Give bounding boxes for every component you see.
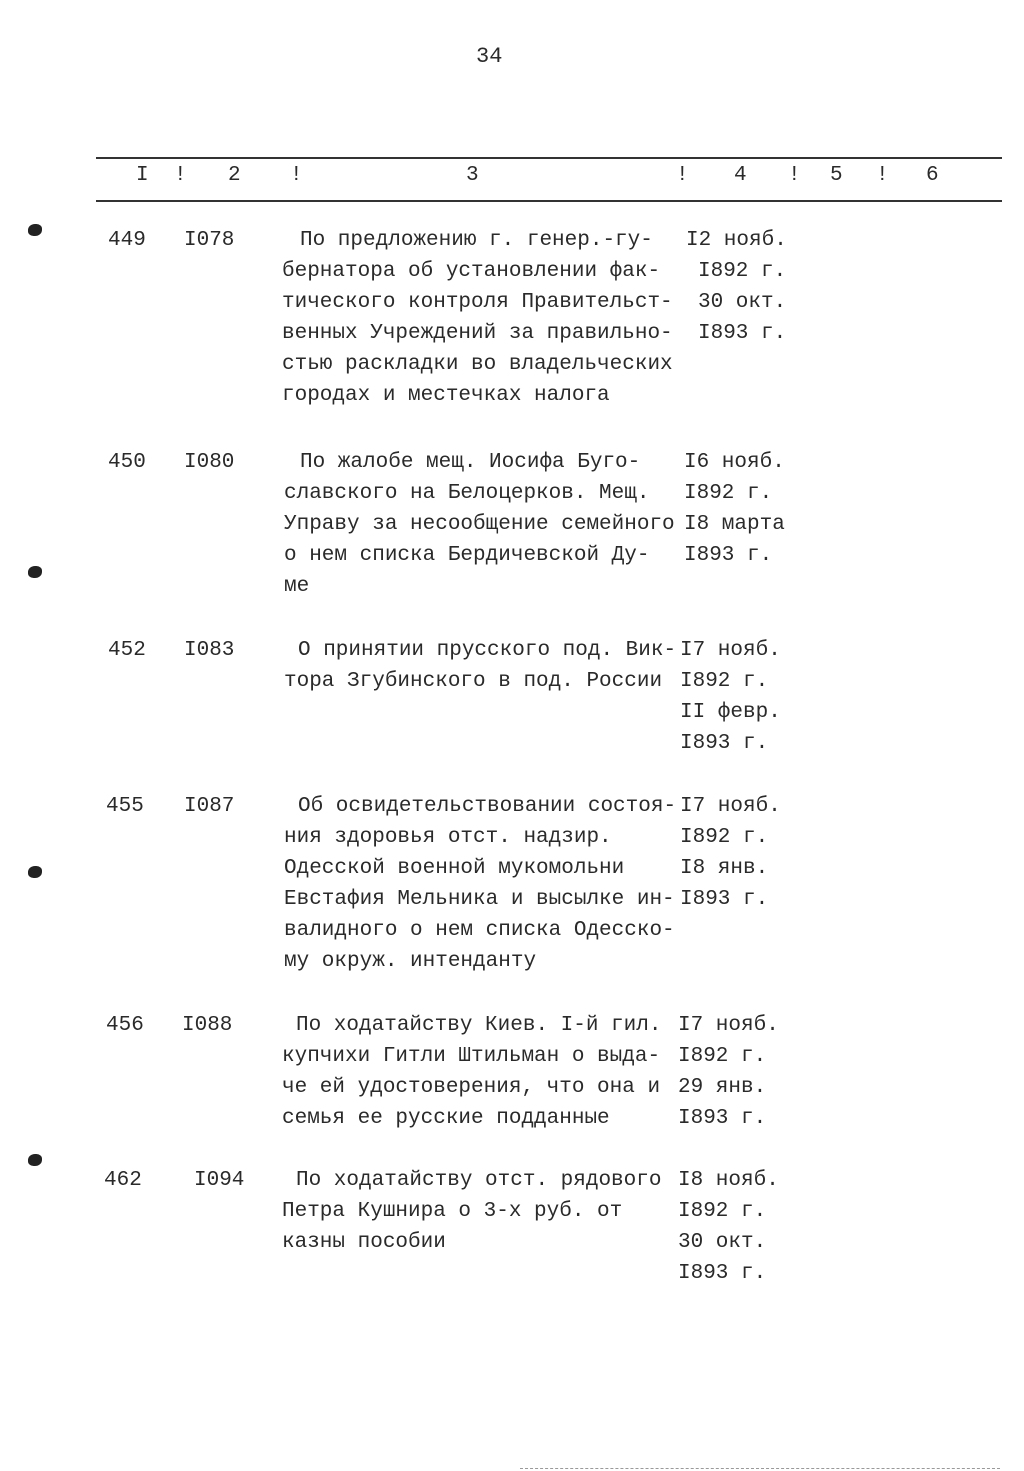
bottom-edge-line bbox=[520, 1468, 1000, 1469]
record-dates: I7 нояб. I892 г. 29 янв. I893 г. bbox=[678, 1014, 779, 1130]
header-separator: ! bbox=[788, 164, 801, 187]
punch-mark bbox=[28, 866, 42, 878]
file-number: I083 bbox=[184, 639, 235, 662]
record-number: 462 bbox=[104, 1169, 142, 1192]
record-description: О принятии прусского под. Вик- тора Згубинского в под. России bbox=[284, 639, 677, 693]
header-separator: ! bbox=[876, 164, 889, 187]
punch-mark bbox=[28, 1154, 42, 1166]
page-number: 34 bbox=[476, 44, 503, 69]
table-top-rule bbox=[96, 157, 1002, 159]
header-col-3: 3 bbox=[466, 164, 479, 187]
file-number: I087 bbox=[184, 795, 235, 818]
record-number: 449 bbox=[108, 229, 146, 252]
header-separator: ! bbox=[290, 164, 303, 187]
record-description: По жалобе мещ. Иосифа Буго- славского на Белоцерков. Мещ. Управу за несообщение семейного о нем списка Бердичевской Ду- ме bbox=[284, 451, 675, 598]
record-dates: I8 нояб. I892 г. 30 окт. I893 г. bbox=[678, 1169, 779, 1285]
header-separator: ! bbox=[676, 164, 689, 187]
file-number: I078 bbox=[184, 229, 235, 252]
header-separator: ! bbox=[174, 164, 187, 187]
record-number: 455 bbox=[106, 795, 144, 818]
header-col-4: 4 bbox=[734, 164, 747, 187]
table-header-rule bbox=[96, 200, 1002, 202]
record-description: По ходатайству отст. рядового Петра Кушнира о 3-х руб. от казны пособии bbox=[282, 1169, 662, 1254]
file-number: I080 bbox=[184, 451, 235, 474]
record-description: По предложению г. генер.-гу- бернатора об установлении фак- тического контроля Правительст- венных Учреждений за правильно- стью раскладки во владельческих городах и местечках налога bbox=[282, 229, 673, 407]
record-dates: I7 нояб. I892 г. II февр. I893 г. bbox=[680, 639, 781, 755]
record-number: 452 bbox=[108, 639, 146, 662]
record-description: По ходатайству Киев. I-й гил. купчихи Гитли Штильман о выда- че ей удостоверения, что она и семья ее русские подданные bbox=[282, 1014, 662, 1130]
record-description: Об освидетельствовании состоя- ния здоровья отст. надзир. Одесской военной мукомольни Евстафия Мельника и высылке ин- валидного о нем списка Одесско- му окруж. интенданту bbox=[284, 795, 677, 973]
header-col-2: 2 bbox=[228, 164, 241, 187]
record-number: 450 bbox=[108, 451, 146, 474]
file-number: I088 bbox=[182, 1014, 233, 1037]
header-col-1: I bbox=[136, 164, 149, 187]
file-number: I094 bbox=[194, 1169, 245, 1192]
record-dates: I2 нояб. I892 г. 30 окт. I893 г. bbox=[686, 229, 787, 345]
punch-mark bbox=[28, 224, 42, 236]
record-dates: I7 нояб. I892 г. I8 янв. I893 г. bbox=[680, 795, 781, 911]
record-number: 456 bbox=[106, 1014, 144, 1037]
header-col-5: 5 bbox=[830, 164, 843, 187]
table-header bbox=[0, 164, 1024, 194]
record-dates: I6 нояб. I892 г. I8 марта I893 г. bbox=[684, 451, 785, 567]
punch-mark bbox=[28, 566, 42, 578]
header-col-6: 6 bbox=[926, 164, 939, 187]
